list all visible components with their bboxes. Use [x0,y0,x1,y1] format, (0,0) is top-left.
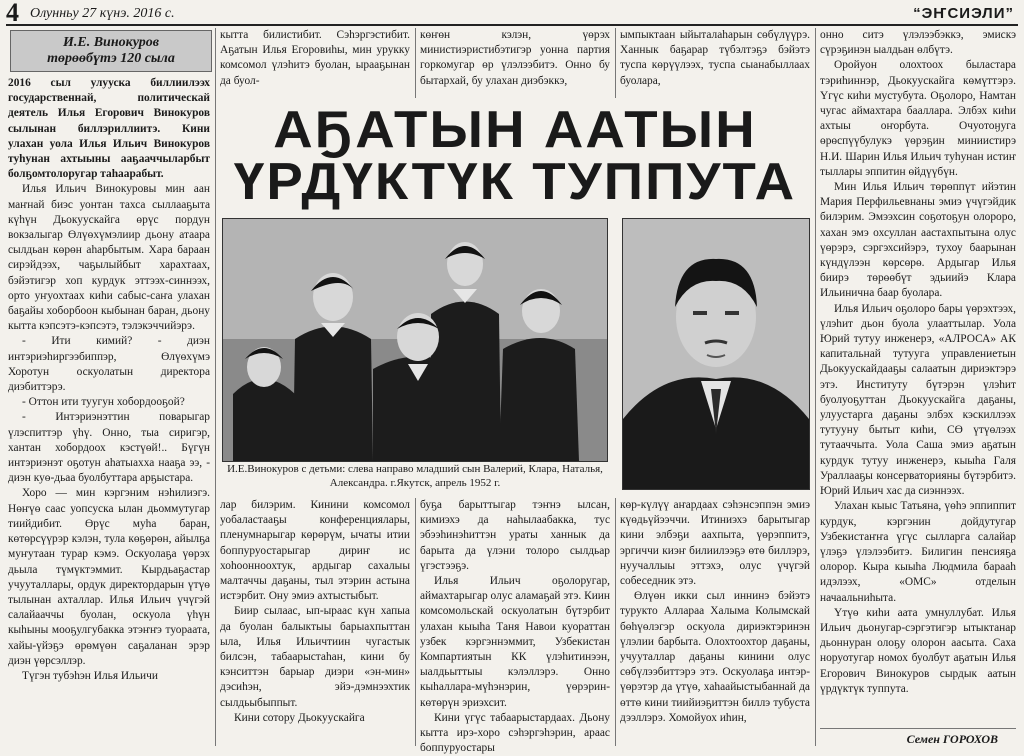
article-paragraph: - Оттон ити туугун хобордооҕой? [22,396,185,409]
headline-line-1: АҔАТЫН ААТЫН [273,101,757,159]
article-column-3-top [420,28,610,90]
article-paragraph: Үтүө киһи аата умнуллубат. Илья Ильич дьонугар-сэргэтигэр ытыктанар дьоннуран олоҕу олорон аасыта. Саха норуотугар номох буолбут аҕатын Илья Егорович Винокуров сырдык аатын үрдүктүк туппута. [820,606,1016,695]
article-paragraph: буҕа барыттыгар тэҥнэ ылсан, кимиэхэ да наһылаабакка, тус эбээһинэһиттэн ураты ханнык да барыта да үлэни толоро сылдьар үгэстээҕэ. [420,499,610,572]
page-number: 4 [6,0,19,27]
column-rule [415,28,416,98]
article-paragraph: - Ити кимий? - диэн интэриэһиргээбиппэр, Өлүөхүмэ Хоротун оскуолатын директора диэбиттэрэ. [8,335,210,394]
headline-line-2: ҮРДҮКТҮК ТУППУТА [233,153,797,211]
article-column-1 [8,76,210,746]
article-column-4-bottom [620,498,810,746]
article-paragraph: Оройуон олохтоох быластара тэриһиннэр, Дьокуускайга көмүттэрэ. Үгүс киһи мустубута. Оҕолоро, Намтан чугас аймахтара бааллара. Элбэх киһи ахтыы оҥорбута. Очуотоӈуга өрөспүүбулукэ үөрэҕин миниистирэ Н.И. Шарин Илья Ильич туһунан истиҥ тыллары эппитин өйдүүбүн. [820,59,1016,178]
article-paragraph: Илья Ильич оҕолоро бары үөрэхтээх, үлэһит дьон буола улааттылар. Уола Юрий тутуу инженерэ, «АЛРОСА» АК капитальнай тутууга управлениетын Дьокуускайдааҕы салаатын дириэктэрэ этэ. Институту бүтэрэн үлэһит буолуоҕуттан Дьокуускайга даҕаны, улуустарга даҕаны элбэх кэскиллээх тутууну бытыт киһи, СӨ үтүөлээх тутааччыта. Уола Саша эмиэ аҕатын курдук тутуу инженерэ, кыыһа Галя Ураллааҕы консерваторияны бүтэрбитэ. Юрий Ильич хас да сиэннээх. [820,302,1016,498]
article-column-5 [820,28,1016,728]
page-header [6,0,1018,27]
rubric-line-2: төрөөбүтэ 120 сыла [47,51,175,66]
header-rule [6,24,1018,26]
article-paragraph: Илья Ильич Винокуровы мин аан маҥнай биэс уонтан тахса сыллааҕыта күһүн Дьокуускайга өрүс пордун вокзалыгар Өлүөхүмэлиир дьону атаара сылдьан көрөн аһарбытым. Хара бараан сирэйдээх, чаҕылыйбыт харахтаах, бэйэтигэр хоп курдук эттээх-синнээх, орто уҥуохтаах киһи сабыс-саҥа улахан баҕайы хоборбоон кыбынан баран, дьону кытта кэпсэтэ-кэпсэтэ, тэлэкэччийэрэ. [8,183,210,333]
article-column-4-top [620,28,810,90]
article-paragraph: Кини үгүс табаарыстардаах. Дьону кытта ирэ-хоро сэһэргэһэрин, араас боппуруостары [420,711,610,755]
column-rule [415,498,416,746]
article-headline [222,101,808,214]
column-rule [615,28,616,98]
column-rule [615,498,616,746]
article-paragraph: Кини сотору Дьокуускайга [234,711,365,724]
article-column-2-top [220,28,410,90]
article-paragraph: Түгэн тубэһэн Илья Ильичи [22,669,158,682]
family-photo [222,218,608,462]
article-paragraph: көр-күлүү аҥардаах сэһэнсэппэн эмиэ күөдьүйээччи. Итиниэхэ барытыгар кини элбэҕи аахпыта, үөрэппитэ, эргиччи киэҥ билиилээҕэ өтө биллэрэ, нуучаллыы эттэхэ, олус үчүгэй собеседник этэ. [620,499,810,588]
article-column-2-bottom [220,498,410,746]
article-paragraph: Улахан кыыс Татьяна, үөһэ эппиппит курдук, кэргэнин дойдутугар Узбекистаҥҥа үгүс сылларга салайар үлэҕэ үлэлээбитэ. Билигин пенсияҕа олорор. Кыра кыыһа Людмила барааһ идэлээх, «ОМС» отделын начаальниһыта. [820,500,1016,604]
article-paragraph: Илья Ильич оҕолоругар, аймахтарыгар олус аламаҕай этэ. Киин комсомольскай оскуолатын бүтэрбит улахан кыыһа Таня Навои куораттан узбек кэргэннэммит, Узбекистан Компартиятын КК үлэһитинээн, ыалдьыттыы кэлэллэрэ. Онно кыһаллара-мүһэнэрин, үөрэрин-көтөрүн эриэхсит. [420,575,610,709]
article-column-3-bottom [420,498,610,755]
article-lead: 2016 сыл улууска биллиилээх государственнай, политическай деятель Илья Егорович Винокуров сылынан биллэриллиитэ. Кини улахан уола Илья Ильич Винокуров туһунан ахтыыны ааҕааччыларбыт болҕомтолоругар таһаарабыт. [8,77,210,181]
article-paragraph: лар билэрим. Кинини комсомол уобаластааҕы конференциялары, пленумнарыгар көрөрүм, ычаты итии боппуруостарыгар дириҥ ис хоһоонноохтук, ардыгар сахалыы малтаччы даҕаны, тыл этэрин астына истэрбит. Ону эмиэ ахтыстыбыт. [220,499,410,603]
article-author: Семен ГОРОХОВ [906,732,998,746]
newspaper-name: “ЭҤСИЭЛИ” [913,5,1014,22]
article-paragraph: көҥөн кэлэн, үөрэх министиэристибэтигэр уонна партия горкомугар өр үлэлээбитэ. Онно бу бытархай, бу улахан диэбэккэ, [420,29,610,87]
article-paragraph: онно ситэ үлэлээбэккэ, эмискэ сүрэҕинэн ыалдьан өлбүтэ. [820,29,1016,57]
article-paragraph: Хоро — мин кэргэним нэһилиэгэ. Нөҥүө саас уопсуска ылан дьоммутугар тиийдибит. Өрүс муһа баран, көтөрсүүрэр кэлэн, тула көҕөрөн, айылҕа муҥутаан турар кэмэ. Оскуолаҕа үөрэх дьыла түмүктэммит. Кырдьаҕастар учууталлары, ордук директордарын үтүө тылынан ахталлар. Илья Ильич үчүгэй салайааччы буолан, оскуола үһүн кыһыны мооҕулгубакка этэҥҥэ туораата, хайы-үйэҕэ өрөмүөн саҕаланан эрэр диэн үөрсэллэр. [8,487,210,667]
rubric-box [10,30,212,72]
family-photo-image [223,219,607,461]
article-paragraph: кытта билистибит. Сэһэргэстибит. Аҕатын Илья Егоровиһы, мин урукку комсомол үлэһитэ буолан, ырааҕынан да буол- [220,29,410,87]
portrait-photo [622,218,810,490]
article-paragraph: Биир сылаас, ып-ыраас күн хапыа да буолан балыктыы барыахпыттан ыла, Илья Ильичтиин чугастык билсэн, табаарыстаһан, кини бу кэнситтэн барыар диэри «эн-мин» дэсиһэн, эйэ-дэмнээхтик сылдьыбыппыт. [220,605,410,709]
issue-date: Олунньу 27 күнэ. 2016 с. [30,6,175,21]
rubric-line-1: И.Е. Винокуров [62,35,159,50]
article-paragraph: Өлүөн икки сыл иннинэ бэйэтэ турукто Аллараа Халыма Колымскай бөһүөлэгэр оскуола дириэктэринэн үлэлии барбыта. Олохтоохтор даҕаны, учууталлар даҕаны кинини олус сөбүлээбиттэрэ этэ. Оскуолаҕа интэр-үөрэтэр да үтүө, хаһаайыстыбаннай да өттө кини тиийиэҕиттэн биллэ тубуста дээллэрэ. Хомойуох иһин, [620,590,810,724]
portrait-photo-image [623,219,809,489]
bottom-rule [820,728,1016,729]
photo-caption: И.Е.Винокуров с детьми: слева направо младший сын Валерий, Клара, Наталья, Александра. г.Якутск, апрель 1952 г. [227,463,603,489]
article-paragraph: Мин Илья Ильич төрөппүт ийэтин Мария Перфильевнаны эмиэ үчүгэйдик билэрим. Эмээхсин соҕотоҕун олороро, хахан эмэ охсуллан аастахпытына олус үөрэрэ, сэргэхсийэрэ, тухоу баарынан күндүлээн көрсөрө. Ардыгар Илья биирэ төрөөбүт эдьиийэ Клара Ильинична баар буолара. [820,181,1016,300]
article-paragraph: ымпыктаан ыйыталаһарын сөбүлүүрэ. Ханнык баҕарар түбэлтэҕэ бэйэтэ туспа көрүүлээх, туспа сыанабыллаах буолара, [620,29,810,87]
article-paragraph: - Интэриэнэттин поварыгар үлэспиттэр үһү. Онно, тыа сиригэр, хантан хобордоох кэстүөй!.. Бүгүн интэриэнэт оҕотун аһатыахха нааҕа ээ, - диэн куө-дьаа буолбуттара арҕыстара. [8,411,210,485]
